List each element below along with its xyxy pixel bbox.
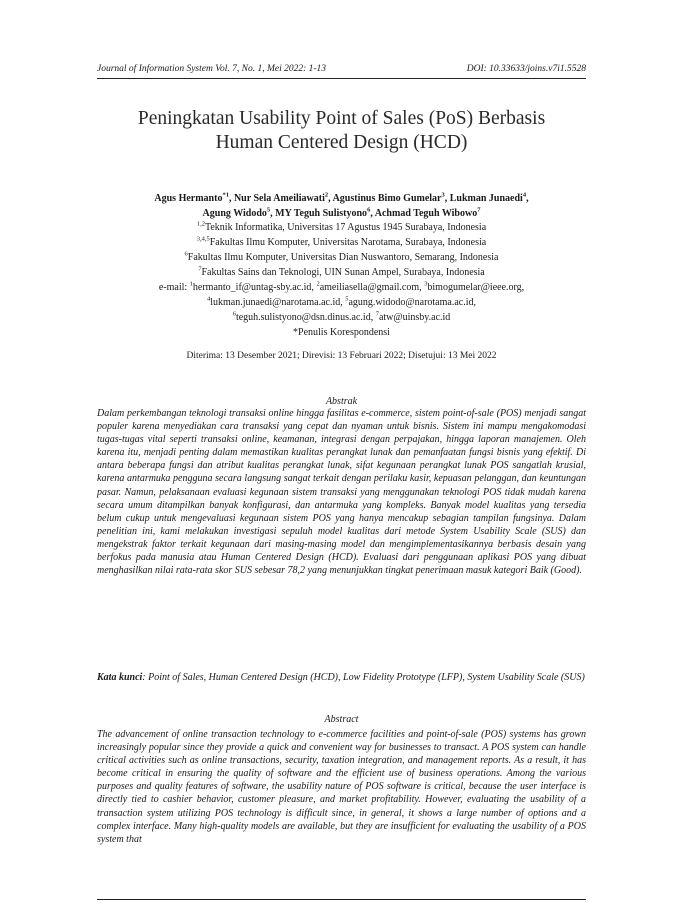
submission-dates: Diterima: 13 Desember 2021; Direvisi: 13 Februari 2022; Disetujui: 13 Mei 2022 (186, 351, 497, 361)
author-name: Agung Widodo (202, 208, 267, 219)
email-sup: 7 (375, 310, 379, 318)
author-sup: 3 (441, 191, 445, 199)
email-address: teguh.sulistyono@dsn.dinus.ac.id, (235, 312, 376, 323)
affiliation-3 (97, 250, 586, 265)
keywords-label: Kata kunci (97, 672, 143, 683)
header-divider (97, 78, 586, 79)
email-sup: 1 (189, 280, 193, 288)
author-name: , Agustinus Bimo Gumelar (328, 193, 442, 204)
email-sup: 5 (345, 295, 349, 303)
email-address: bimogumelar@ieee.org, (427, 282, 525, 293)
affiliation-4 (97, 265, 586, 280)
journal-citation: Journal of Information System Vol. 7, No. 1, Mei 2022: 1-13 (97, 64, 327, 74)
affiliation-sup: 3,4,5 (196, 235, 210, 243)
corresponding-author-note: *Penulis Korespondensi (293, 327, 390, 338)
author-line-1: Agus Hermanto$^{*1}$, Nur Sela Ameiliawati$^2$, Agustinus Bimo Gumelar$^3$, Lukman Junaedi$^4$, (154, 191, 529, 204)
email-sup: 3 (424, 280, 428, 288)
author-name: Agus Hermanto (154, 193, 223, 204)
email-line-2 (97, 295, 586, 310)
footer-divider (97, 899, 586, 900)
email-address: hermanto_if@untag-sby.ac.id, (192, 282, 317, 293)
email-address: ameiliasella@gmail.com, (319, 282, 425, 293)
email-address: lukman.junaedi@narotama.ac.id, (210, 297, 346, 308)
email-address: atw@uinsby.ac.id (378, 312, 451, 323)
author-sup: 6 (367, 206, 371, 214)
affiliation-text: Fakultas Sains dan Teknologi, UIN Sunan Ampel, Surabaya, Indonesia (201, 267, 485, 278)
author-sup: 2 (324, 191, 329, 199)
title-line-2: Human Centered Design (HCD) (215, 132, 468, 153)
author-name: , MY Teguh Sulistyono (270, 208, 368, 219)
keywords (97, 671, 586, 685)
affiliation-sup: 7 (198, 265, 202, 273)
keywords-text: : Point of Sales, Human Centered Design (HCD), Low Fidelity Prototype (LFP), System Usability Scale (SUS) (142, 672, 585, 683)
author-sup: *1 (222, 191, 229, 199)
affiliation-text: Fakultas Ilmu Komputer, Universitas Narotama, Surabaya, Indonesia (209, 237, 487, 248)
author-sup: 5 (266, 206, 271, 214)
email-label: e-mail: (158, 282, 190, 293)
paper-title (97, 107, 586, 155)
title-line-1: Peningkatan Usability Point of Sales (PoS) Berbasis (137, 108, 546, 129)
abstrak-heading: Abstrak (325, 396, 358, 407)
author-name: , Achmad Teguh Wibowo (370, 208, 478, 219)
email-sup: 6 (232, 310, 236, 318)
affiliation-text: Teknik Informatika, Universitas 17 Agustus 1945 Surabaya, Indonesia (204, 222, 487, 233)
affiliation-2 (97, 235, 586, 250)
abstrak-text: Dalam perkembangan teknologi transaksi online hingga fasilitas e-commerce, sistem point-of-sale (POS) menjadi sangat populer karena menyediakan cara transaksi yang cepat dan nyaman untuk bisnis. Sistem ini mampu mengakomodasi tugas-tugas vital seperti transaksi online, keamanan, integrasi dengan perpajakan, hingga laporan manajemen. Oleh karena itu, menjadi penting dalam memastikan kualitas perangkat lunak dan pemanfaatan fungsi bisnis yang efektif. Di antara beberapa fungsi dan atribut kualitas perangkat lunak, sifat kegunaan perangkat lunak POS sangatlah krusial, karena antarmuka pengguna secara langsung sangat terkait dengan perilaku kasir, kepuasan pelanggan, dan keuntungan pasar. Namun, pelaksanaan evaluasi kegunaan sistem transaksi yang menggunakan teknologi POS tidak mudah karena secara umum ditampilkan banyak konfigurasi, dan antarmuka yang kompleks. Banyak model kualitas yang tersedia belum cukup untuk mengevaluasi kegunaan sistem POS yang hanya mencakup sebagian tampilan fungsinya. Dalam penelitian ini, kami melakukan investigasi sepuluh model kualitas dari metode System Usability Scale (SUS) dan mengekstrak faktor terkait kegunaan dari masing-masing model dan mengimplementasikannya berbasis desain yang berfokus pada manusia atau Human Centered Design (HCD). Evaluasi dari penggunaan aplikasi POS yang dibuat menghasilkan nilai rata-rata skor SUS sebesar 78,2 yang menunjukkan tingkat penerimaan masuk kategori Baik (Good). (97, 408, 586, 577)
affiliation-1 (97, 220, 586, 235)
email-sup: 4 (206, 295, 211, 303)
email-address: agung.widodo@narotama.ac.id, (348, 297, 476, 308)
affiliations (97, 220, 586, 340)
author-name: , Lukman Junaedi (444, 193, 523, 204)
email-line-3 (97, 310, 586, 325)
affiliation-sup: 1,2 (196, 220, 205, 228)
email-sup: 2 (316, 280, 320, 288)
doi: DOI: 10.33633/joins.v7i1.5528 (466, 64, 586, 74)
abstract-text: The advancement of online transaction technology to e-commerce facilities and point-of-sale (POS) systems has grown increasingly popular since they provide a quick and convenient way for businesses to transact. A POS system can handle critical activities such as online transactions, security, taxation integration, and management reports. As a result, it has become critical in ensuring the quality of software and the efficient use of business operations. Among the various purposes and quality features of software, the usability nature of POS software is critical, because the user interface is directly tied to cashier behavior, customer pleasure, and market profitability. However, evaluating the usability of a transaction system utilizing POS technology is difficult since, in general, it shows a large number of options and a complex interface. Many high-quality models are available, but they are insufficient for evaluating the usability of a POS system that (97, 729, 586, 845)
author-list (97, 191, 586, 221)
author-sup: 4 (522, 191, 527, 199)
affiliation-text: Fakultas Ilmu Komputer, Universitas Dian Nuswantoro, Semarang, Indonesia (187, 252, 499, 263)
abstract-heading: Abstract (324, 714, 359, 725)
affiliation-sup: 6 (184, 250, 188, 258)
author-name: , Nur Sela Ameiliawati (228, 193, 325, 204)
author-line-2 (97, 206, 586, 221)
email-line-1 (97, 280, 586, 295)
author-sup: 7 (477, 206, 481, 214)
